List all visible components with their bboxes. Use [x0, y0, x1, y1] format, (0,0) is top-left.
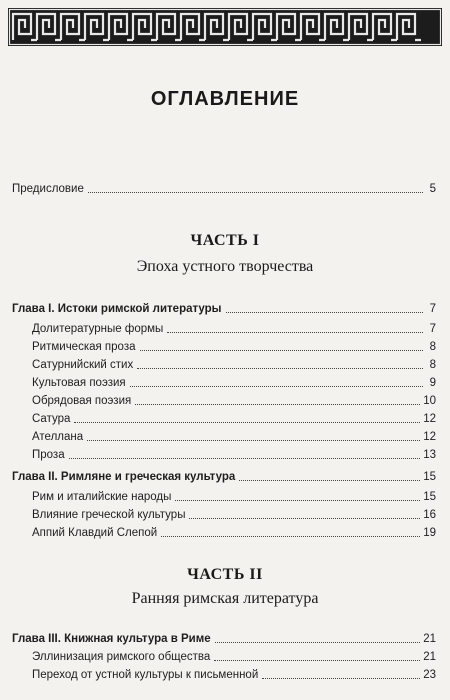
meander-unit: [13, 14, 37, 40]
part-heading: ЧАСТЬ I: [190, 232, 260, 249]
toc-page-number: 10: [423, 395, 436, 407]
dot-leader: [214, 660, 420, 661]
toc-entry[interactable]: [32, 372, 436, 390]
meander-unit: [157, 14, 181, 40]
toc-page-number: 23: [423, 669, 436, 681]
toc-page-number: 15: [423, 491, 436, 503]
meander-unit: [205, 14, 229, 40]
toc-page-number: 7: [429, 303, 436, 315]
toc-entry-label: Глава I. Истоки римской литературы: [12, 303, 222, 315]
meander-unit: [277, 14, 301, 40]
dot-leader: [189, 518, 420, 519]
meander-unit: [349, 14, 373, 40]
meander-pattern-icon: [8, 8, 442, 46]
meander-border: [8, 8, 442, 46]
toc-entry-chapter[interactable]: [12, 298, 436, 316]
dot-leader: [74, 422, 420, 423]
dot-leader: [140, 350, 424, 351]
toc-page-number: 7: [429, 323, 436, 335]
toc-entry-label: Рим и италийские народы: [32, 491, 172, 503]
toc-page-number: 5: [429, 183, 436, 195]
dot-leader: [161, 536, 420, 537]
meander-unit: [373, 14, 397, 40]
dot-leader: [175, 500, 420, 501]
toc-entry-label: Сатура: [32, 413, 71, 425]
toc-entry[interactable]: [32, 354, 436, 372]
toc-entry-label: Обрядовая поэзия: [32, 395, 132, 407]
part-subtitle: Эпоха устного творчества: [136, 258, 314, 275]
part-heading: ЧАСТЬ II: [187, 566, 263, 583]
dot-leader: [137, 368, 423, 369]
dot-leader: [88, 192, 423, 193]
toc-page-number: 16: [423, 509, 436, 521]
dot-leader: [130, 386, 423, 387]
toc-entry[interactable]: [32, 426, 436, 444]
meander-unit: [181, 14, 205, 40]
toc-page-number: 12: [423, 431, 436, 443]
toc-page-number: 8: [429, 359, 436, 371]
meander-unit: [301, 14, 325, 40]
toc-page-number: 12: [423, 413, 436, 425]
toc-entry[interactable]: [32, 522, 436, 540]
toc-page-number: 13: [423, 449, 436, 461]
dot-leader: [87, 440, 420, 441]
toc-page-number: 21: [423, 633, 436, 645]
toc-page-number: 21: [423, 651, 436, 663]
toc-page-number: 8: [429, 341, 436, 353]
meander-unit: [109, 14, 133, 40]
dot-leader: [262, 678, 420, 679]
meander-unit: [253, 14, 277, 40]
toc-entry[interactable]: [32, 664, 436, 682]
dot-leader: [167, 332, 423, 333]
toc-entry-label: Сатурнийский стих: [32, 359, 134, 371]
toc-entry[interactable]: [32, 646, 436, 664]
toc-entry[interactable]: [32, 486, 436, 504]
toc-entry-label: Ателлана: [32, 431, 84, 443]
toc-entry-label: Глава III. Книжная культура в Риме: [12, 633, 211, 645]
meander-unit: [229, 14, 253, 40]
meander-unit: [133, 14, 157, 40]
toc-entry[interactable]: [32, 318, 436, 336]
toc-entry-label: Проза: [32, 449, 65, 461]
meander-unit: [397, 14, 421, 40]
toc-entry-label: Ритмическая проза: [32, 341, 136, 353]
toc-entry[interactable]: [32, 336, 436, 354]
toc-entry-preface[interactable]: [12, 178, 436, 196]
dot-leader: [69, 458, 421, 459]
toc-entry[interactable]: [32, 444, 436, 462]
dot-leader: [215, 642, 421, 643]
part-subtitle: Ранняя римская литература: [131, 590, 319, 607]
dot-leader: [239, 480, 420, 481]
toc-entry-label: Эллинизация римского общества: [32, 651, 211, 663]
toc-page-number: 19: [423, 527, 436, 539]
page-title: ОГЛАВЛЕНИЕ: [150, 88, 300, 110]
meander-unit: [61, 14, 85, 40]
meander-unit: [325, 14, 349, 40]
toc-entry-chapter[interactable]: [12, 466, 436, 484]
toc-entry-label: Глава II. Римляне и греческая культура: [12, 471, 236, 483]
toc-entry-label: Долитературные формы: [32, 323, 164, 335]
dot-leader: [226, 312, 424, 313]
toc-entry-label: Предисловие: [12, 183, 84, 195]
toc-entry[interactable]: [32, 408, 436, 426]
toc-entry[interactable]: [32, 390, 436, 408]
toc-entry-label: Культовая поэзия: [32, 377, 126, 389]
toc-page-number: 15: [423, 471, 436, 483]
toc-entry-chapter[interactable]: [12, 628, 436, 646]
meander-unit: [85, 14, 109, 40]
meander-unit: [37, 14, 61, 40]
toc-entry-label: Аппий Клавдий Слепой: [32, 527, 158, 539]
toc-entry[interactable]: [32, 504, 436, 522]
toc-entry-label: Переход от устной культуры к письменной: [32, 669, 259, 681]
toc-entry-label: Влияние греческой культуры: [32, 509, 186, 521]
toc-page-number: 9: [429, 377, 436, 389]
dot-leader: [135, 404, 420, 405]
